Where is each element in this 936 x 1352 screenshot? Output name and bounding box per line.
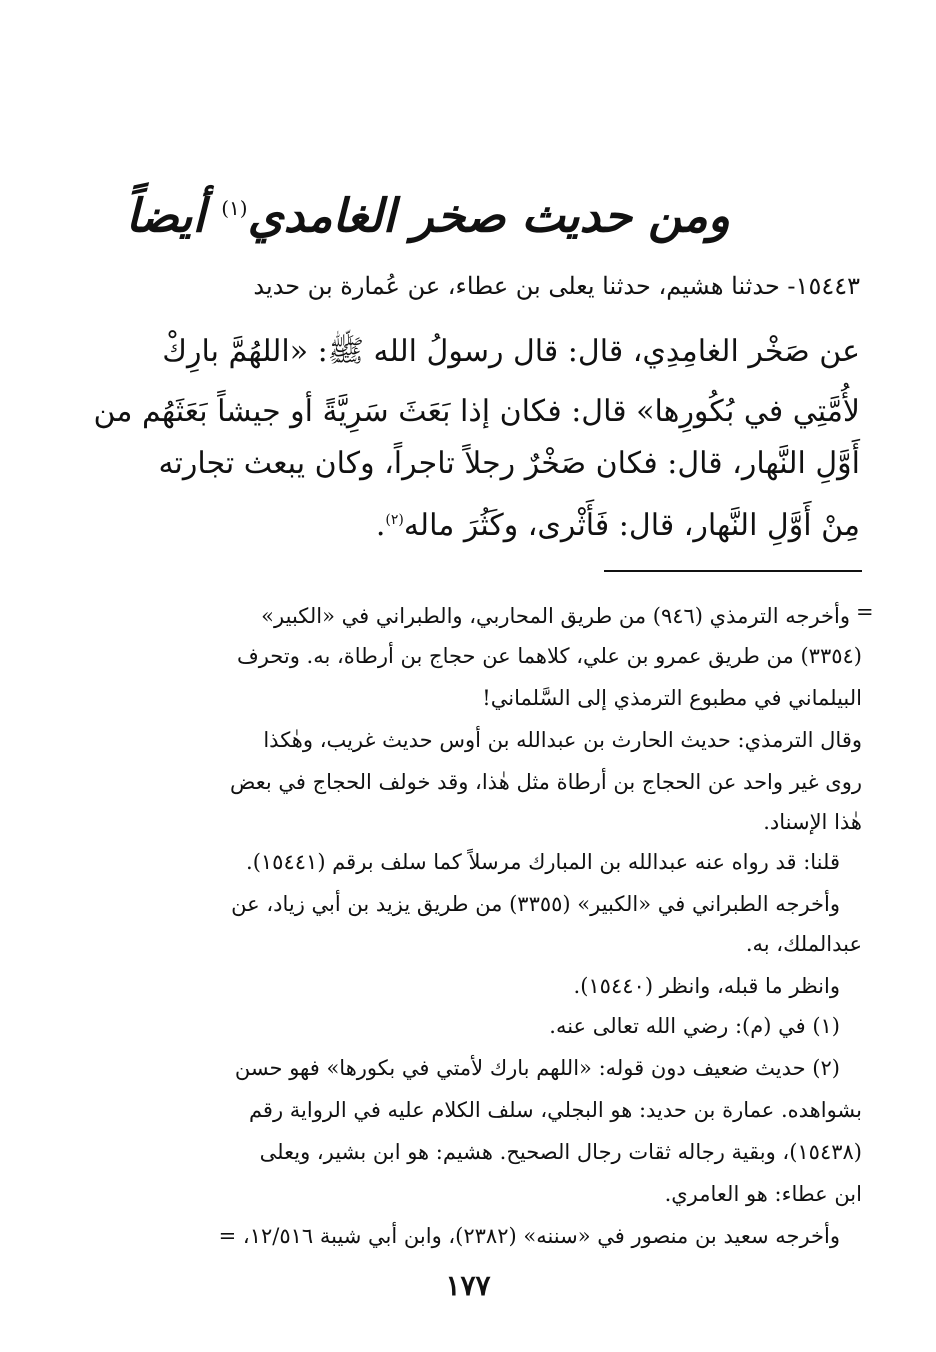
footnote-line: وأخرجه سعيد بن منصور في «سننه» (٢٣٨٢)، وابن أبي شيبة ١٢/٥١٦، = bbox=[218, 1224, 840, 1248]
footnote-line: وأخرجه الطبراني في «الكبير» (٣٣٥٥) من طريق يزيد بن أبي زياد، عن bbox=[231, 892, 840, 916]
hadith-matn-line: لأُمَّتِي في بُكُورِها» قال: فكان إذا بَعَثَ سَرِيَّةً أو جيشاً بَعَثَهُم من bbox=[93, 394, 860, 429]
footnote-line: روى غير واحد عن الحجاج بن أرطاة مثل هٰذا، وقد خولف الحجاج في بعض bbox=[229, 770, 862, 794]
hadith-matn-end: . bbox=[375, 508, 386, 543]
footnote-line: البيلماني في مطبوع الترمذي إلى السَّلماني! bbox=[482, 686, 862, 710]
continuation-mark: = bbox=[856, 600, 874, 624]
section-heading-text: ومن حديث صخر الغامدي bbox=[247, 188, 730, 243]
section-heading bbox=[125, 178, 730, 245]
footnote-line: بشواهده. عمارة بن حديد: هو البجلي، سلف الكلام عليه في الرواية رقم bbox=[248, 1098, 862, 1122]
footnote-line: ابن عطاء: هو العامري. bbox=[664, 1182, 862, 1206]
section-heading-suffix: أيضاً bbox=[125, 188, 206, 243]
page-number: ١٧٧ bbox=[445, 1269, 491, 1302]
footnote-line: (١٥٤٣٨)، وبقية رجاله ثقات رجال الصحيح. هشيم: هو ابن بشير، ويعلى bbox=[259, 1140, 862, 1164]
heading-note-ref: (١) bbox=[221, 196, 248, 220]
hadith-matn-text: مِنْ أَوَّلِ النَّهار، قال: فَأَثْرى، وكَثُرَ ماله bbox=[403, 508, 860, 543]
footnote-line: وأخرجه الترمذي (٩٤٦) من طريق المحاربي، والطبراني في «الكبير» bbox=[261, 604, 850, 628]
hadith-matn-line: أَوَّلِ النَّهار، قال: فكان صَخْرٌ رجلاً تاجراً، وكان يبعث تجارته bbox=[158, 446, 860, 481]
footnote-line: قلنا: قد رواه عنه عبدالله بن المبارك مرسلاً كما سلف برقم (١٥٤٤١). bbox=[246, 850, 840, 874]
footnote-line: (٣٣٥٤) من طريق عمرو بن علي، كلاهما عن حجاج بن أرطاة، به. وتحرف bbox=[236, 644, 862, 668]
footnote-line: وقال الترمذي: حديث الحارث بن عبدالله بن أوس حديث غريب، وهٰكذا bbox=[263, 728, 862, 752]
hadith-matn-line-last bbox=[160, 490, 860, 556]
hadith-note-ref: (٢) bbox=[385, 512, 404, 528]
footnote-line: عبدالملك، به. bbox=[745, 932, 862, 956]
hadith-matn-line: عن صَخْر الغامِدِي، قال: قال رسولُ الله ﷺ: «اللهُمَّ بارِكْ bbox=[162, 334, 860, 369]
footnote-line: (١) في (م): رضي الله تعالى عنه. bbox=[549, 1014, 840, 1038]
footnote-line: هٰذا الإسناد. bbox=[763, 810, 862, 834]
hadith-isnad: ١٥٤٤٣- حدثنا هشيم، حدثنا يعلى بن عطاء، عن عُمارة بن حديد bbox=[253, 272, 860, 300]
footnote-separator bbox=[604, 570, 862, 572]
footnote-line: (٢) حديث ضعيف دون قوله: «اللهم بارك لأمتي في بكورها» فهو حسن bbox=[234, 1056, 840, 1080]
footnote-line: وانظر ما قبله، وانظر (١٥٤٤٠). bbox=[573, 974, 840, 998]
